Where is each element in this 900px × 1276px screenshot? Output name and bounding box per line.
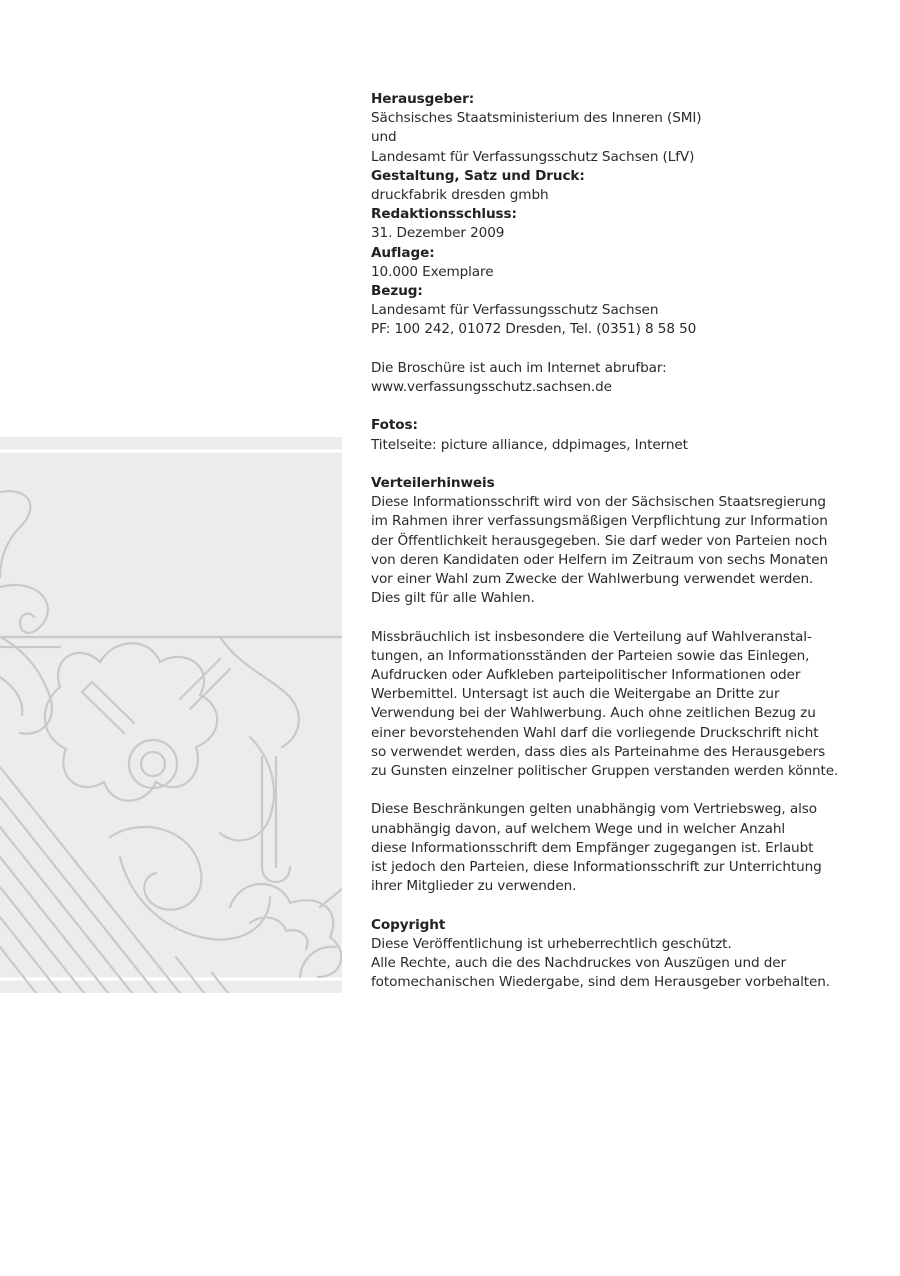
paragraph-line: Aufdrucken oder Aufkleben parteipolitischer Informationen oder (371, 667, 801, 684)
copyright-line: Alle Rechte, auch die des Nachdruckes von Auszügen und der (371, 955, 786, 972)
paragraph-line: Missbräuchlich ist insbesondere die Verteilung auf Wahlveranstal- (371, 628, 812, 645)
paragraph-line: Dies gilt für alle Wahlen. (371, 590, 535, 607)
imprint-text-block (371, 90, 841, 992)
paragraph-line: einer bevorstehenden Wahl darf die vorliegende Druckschrift nicht (371, 724, 819, 741)
coat-of-arms-ornament (0, 437, 342, 993)
copyright-line: Diese Veröffentlichung ist urheberrechtlich geschützt. (371, 935, 732, 952)
website-url: www.verfassungsschutz.sachsen.de (371, 379, 612, 396)
paragraph-line: von deren Kandidaten oder Helfern im Zeitraum von sechs Monaten (371, 551, 828, 568)
publisher-heading: Herausgeber: (371, 91, 475, 107)
copyright-heading: Copyright (371, 916, 446, 933)
supply-line: PF: 100 242, 01072 Dresden, Tel. (0351) 8 58 50 (371, 321, 697, 338)
paragraph-line: Verwendung bei der Wahlwerbung. Auch ohne zeitlichen Bezug zu (371, 705, 816, 722)
paragraph-line: zu Gunsten einzelner politischer Gruppen verstanden werden könnte. (371, 763, 839, 780)
paragraph-line: ihrer Mitglieder zu verwenden. (371, 878, 577, 895)
photos-credit: Titelseite: picture alliance, ddpimages, Internet (371, 436, 688, 453)
paragraph-line: so verwendet werden, dass dies als Parteinahme des Herausgebers (371, 743, 826, 760)
paragraph-line: der Öffentlichkeit herausgegeben. Sie darf weder von Parteien noch (371, 532, 828, 549)
paragraph-line: diese Informationsschrift dem Empfänger zugegangen ist. Erlaubt (371, 839, 814, 856)
paragraph-line: Diese Informationsschrift wird von der Sächsischen Staatsregierung (371, 494, 826, 511)
edition-value: 10.000 Exemplare (371, 263, 494, 280)
paragraph-line: vor einer Wahl zum Zwecke der Wahlwerbung verwendet werden. (371, 571, 814, 588)
paragraph-line: Werbemittel. Untersagt ist auch die Weitergabe an Dritte zur (371, 686, 780, 703)
paragraph-line: unabhängig davon, auf welchem Wege und in welcher Anzahl (371, 820, 786, 837)
internet-note: Die Broschüre ist auch im Internet abrufbar: (371, 359, 667, 376)
supply-heading: Bezug: (371, 283, 423, 300)
distribution-heading: Verteilerhinweis (371, 475, 495, 492)
photos-heading: Fotos: (371, 417, 418, 434)
paragraph-line: tungen, an Informationsständen der Parteien sowie das Einlegen, (371, 647, 810, 664)
publisher-line: und (371, 129, 397, 146)
publisher-line: Sächsisches Staatsministerium des Inneren (SMI) (371, 110, 702, 127)
ornament-graphic (0, 437, 342, 993)
paragraph-line: Diese Beschränkungen gelten unabhängig vom Vertriebsweg, also (371, 801, 817, 818)
deadline-heading: Redaktionsschluss: (371, 206, 517, 223)
design-heading: Gestaltung, Satz und Druck: (371, 167, 585, 184)
paragraph-line: im Rahmen ihrer verfassungsmäßigen Verpflichtung zur Information (371, 513, 828, 530)
deadline-value: 31. Dezember 2009 (371, 225, 505, 242)
copyright-line: fotomechanischen Wiedergabe, sind dem Herausgeber vorbehalten. (371, 974, 831, 991)
paragraph-line: ist jedoch den Parteien, diese Informationsschrift zur Unterrichtung (371, 859, 822, 876)
edition-heading: Auflage: (371, 244, 435, 261)
supply-line: Landesamt für Verfassungsschutz Sachsen (371, 302, 659, 319)
design-value: druckfabrik dresden gmbh (371, 187, 549, 204)
publisher-line: Landesamt für Verfassungsschutz Sachsen (LfV) (371, 148, 695, 165)
